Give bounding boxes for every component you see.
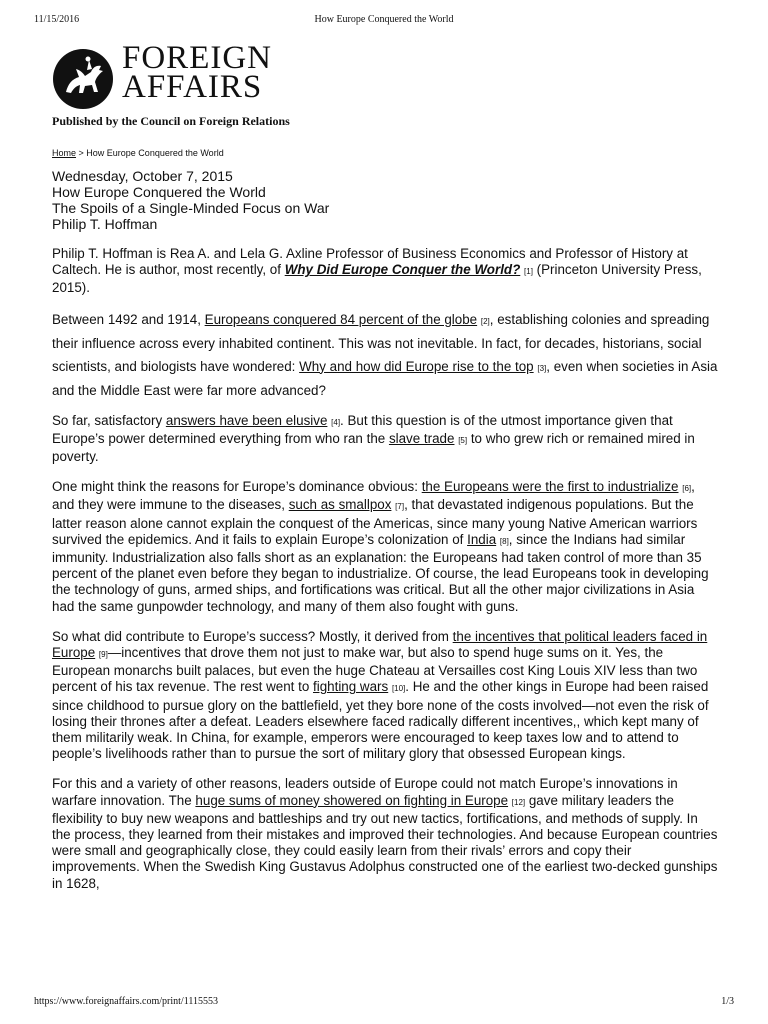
tagline: Published by the Council on Foreign Relations	[52, 114, 290, 128]
logo-wordmark[interactable]	[122, 40, 273, 105]
footnote-ref: [7]	[395, 502, 405, 512]
footnote-ref: [9]	[98, 650, 108, 660]
inline-link[interactable]: answers have been elusive	[165, 412, 328, 428]
article-date: Wednesday, October 7, 2015	[52, 168, 233, 184]
footnote-ref: [10]	[391, 684, 406, 694]
inline-link[interactable]: the Europeans were the first to industrialize	[421, 479, 679, 495]
footnote-ref: [12]	[511, 797, 526, 807]
inline-link[interactable]: Europeans conquered 84 percent of the globe	[204, 311, 478, 327]
masthead	[52, 40, 312, 134]
article-paragraph	[52, 776, 720, 891]
text-run: Philip T. Hoffman is Rea A. and Lela G. Axline Professor of Business Economics and Professor of History at Caltech. He is author, most recently, of	[52, 246, 688, 278]
text-run: One might think the reasons for Europe’s dominance obvious:	[52, 479, 422, 495]
article-paragraph	[52, 413, 720, 466]
text-run: , and they were immune to the diseases,	[52, 479, 695, 513]
text-run: , that devastated indigenous populations. But the latter reason alone cannot explain the conquest of the Americas, since many young Native American warriors survived the epidemics. And it fails to explain Europe’s colonization of	[52, 497, 698, 547]
print-url: https://www.foreignaffairs.com/print/1115553	[34, 996, 218, 1007]
page-number: 1/3	[721, 996, 734, 1007]
text-run: For this and a variety of other reasons, leaders outside of Europe could not match Europe’s innovations in warfare innovation. The	[52, 776, 678, 808]
logo-line-2: AFFAIRS	[122, 69, 263, 105]
text-run: Between 1492 and 1914,	[52, 311, 205, 327]
article-paragraph	[52, 309, 720, 403]
text-run: gave military leaders the flexibility to buy new weapons and battleships and try out new tactics, fortifications, and methods of supply. In the process, they learned from their mistakes and improved their technologies. And because European countries were small and geographically close, they could easily learn from their rivals’ errors and copy their improvements. When the Swedish King Gustavus Adolphus constructed one of the earliest two-decked gunships in 1628,	[52, 792, 718, 891]
inline-link[interactable]: the incentives that political leaders faced in Europe	[52, 628, 708, 661]
inline-link[interactable]: Why and how did Europe rise to the top	[299, 358, 534, 374]
breadcrumb-separator: >	[76, 148, 87, 158]
print-header	[34, 14, 734, 28]
text-run: , since the Indians had similar immunity. Industrialization also falls short as an explanation: the Europeans had taken control of more than 35 percent of the planet even before they began to industrialize. Of course, the lead Europeans took in developing the technology of guns, armed ships, and fortifications was critical. But all the other major civilizations in Asia had the same gunpowder technology, and many of them also fought with guns.	[52, 531, 709, 614]
inline-link[interactable]: such as smallpox	[288, 497, 392, 513]
print-date: 11/15/2016	[34, 14, 80, 25]
inline-link[interactable]: huge sums of money showered on fighting in Europe	[195, 792, 509, 808]
text-run: to who grew rich or remained mired in poverty.	[52, 430, 695, 465]
print-title: How Europe Conquered the World	[314, 14, 454, 25]
footnote-ref: [1]	[524, 267, 533, 277]
footnote-ref: [6]	[682, 484, 692, 494]
article-paragraph	[52, 479, 720, 615]
article-title: How Europe Conquered the World	[52, 184, 266, 200]
inline-link[interactable]: slave trade	[388, 430, 455, 446]
breadcrumb	[52, 148, 720, 158]
text-run: , establishing colonies and spreading their influence across every inhabited continent. This was not inevitable. In fact, for decades, historians, social scientists, and biologists have wondered:	[52, 311, 710, 374]
inline-link[interactable]: fighting wars	[313, 679, 389, 695]
footnote-ref: [3]	[537, 363, 547, 373]
article-content	[52, 148, 720, 906]
breadcrumb-home-link[interactable]: Home	[52, 148, 77, 158]
article-meta	[52, 168, 720, 232]
article-paragraph	[52, 629, 720, 763]
text-run: . But this question is of the utmost importance given that Europe’s power determined everything from who ran the	[52, 412, 673, 446]
book-link[interactable]: Why Did Europe Conquer the World?	[284, 262, 521, 278]
text-run: So far, satisfactory	[52, 412, 166, 428]
print-footer	[34, 996, 734, 1010]
text-run: . He and the other kings in Europe had been raised since childhood to pursue glory on the battlefield, yet they bore none of the costs involved—not even the risk of losing their thrones after a defeat. Leaders elsewhere faced radically different incentives,, which kept many of them militarily weak. In China, for example, emperors were encouraged to keep taxes low and to attend to people’s livelihoods rather than to pursue the sort of military glory that obsessed European kings.	[52, 679, 709, 762]
inline-link[interactable]: India	[467, 531, 497, 547]
footnote-ref: [5]	[458, 435, 468, 445]
author-bio	[52, 246, 720, 297]
footnote-ref: [2]	[480, 316, 490, 326]
text-run: , even when societies in Asia and the Middle East were far more advanced?	[52, 358, 718, 399]
article-subtitle: The Spoils of a Single-Minded Focus on War	[52, 200, 330, 216]
logo-line-1: FOREIGN	[122, 40, 273, 76]
text-run: (Princeton University Press, 2015).	[52, 262, 702, 296]
article-author: Philip T. Hoffman	[52, 216, 158, 232]
text-run: So what did contribute to Europe’s success? Mostly, it derived from	[52, 628, 453, 644]
footnote-ref: [4]	[331, 417, 341, 427]
footnote-ref: [8]	[499, 536, 509, 546]
text-run: —incentives that drove them not just to make war, but also to spend huge sums on it. Yes, the European monarchs built palaces, but even the huge Chateau at Versailles cost King Louis XIV less than two percent of his tax revenue. The rest went to	[52, 645, 698, 695]
breadcrumb-current: How Europe Conquered the World	[86, 148, 224, 158]
horse-rider-logo-icon	[52, 48, 114, 110]
